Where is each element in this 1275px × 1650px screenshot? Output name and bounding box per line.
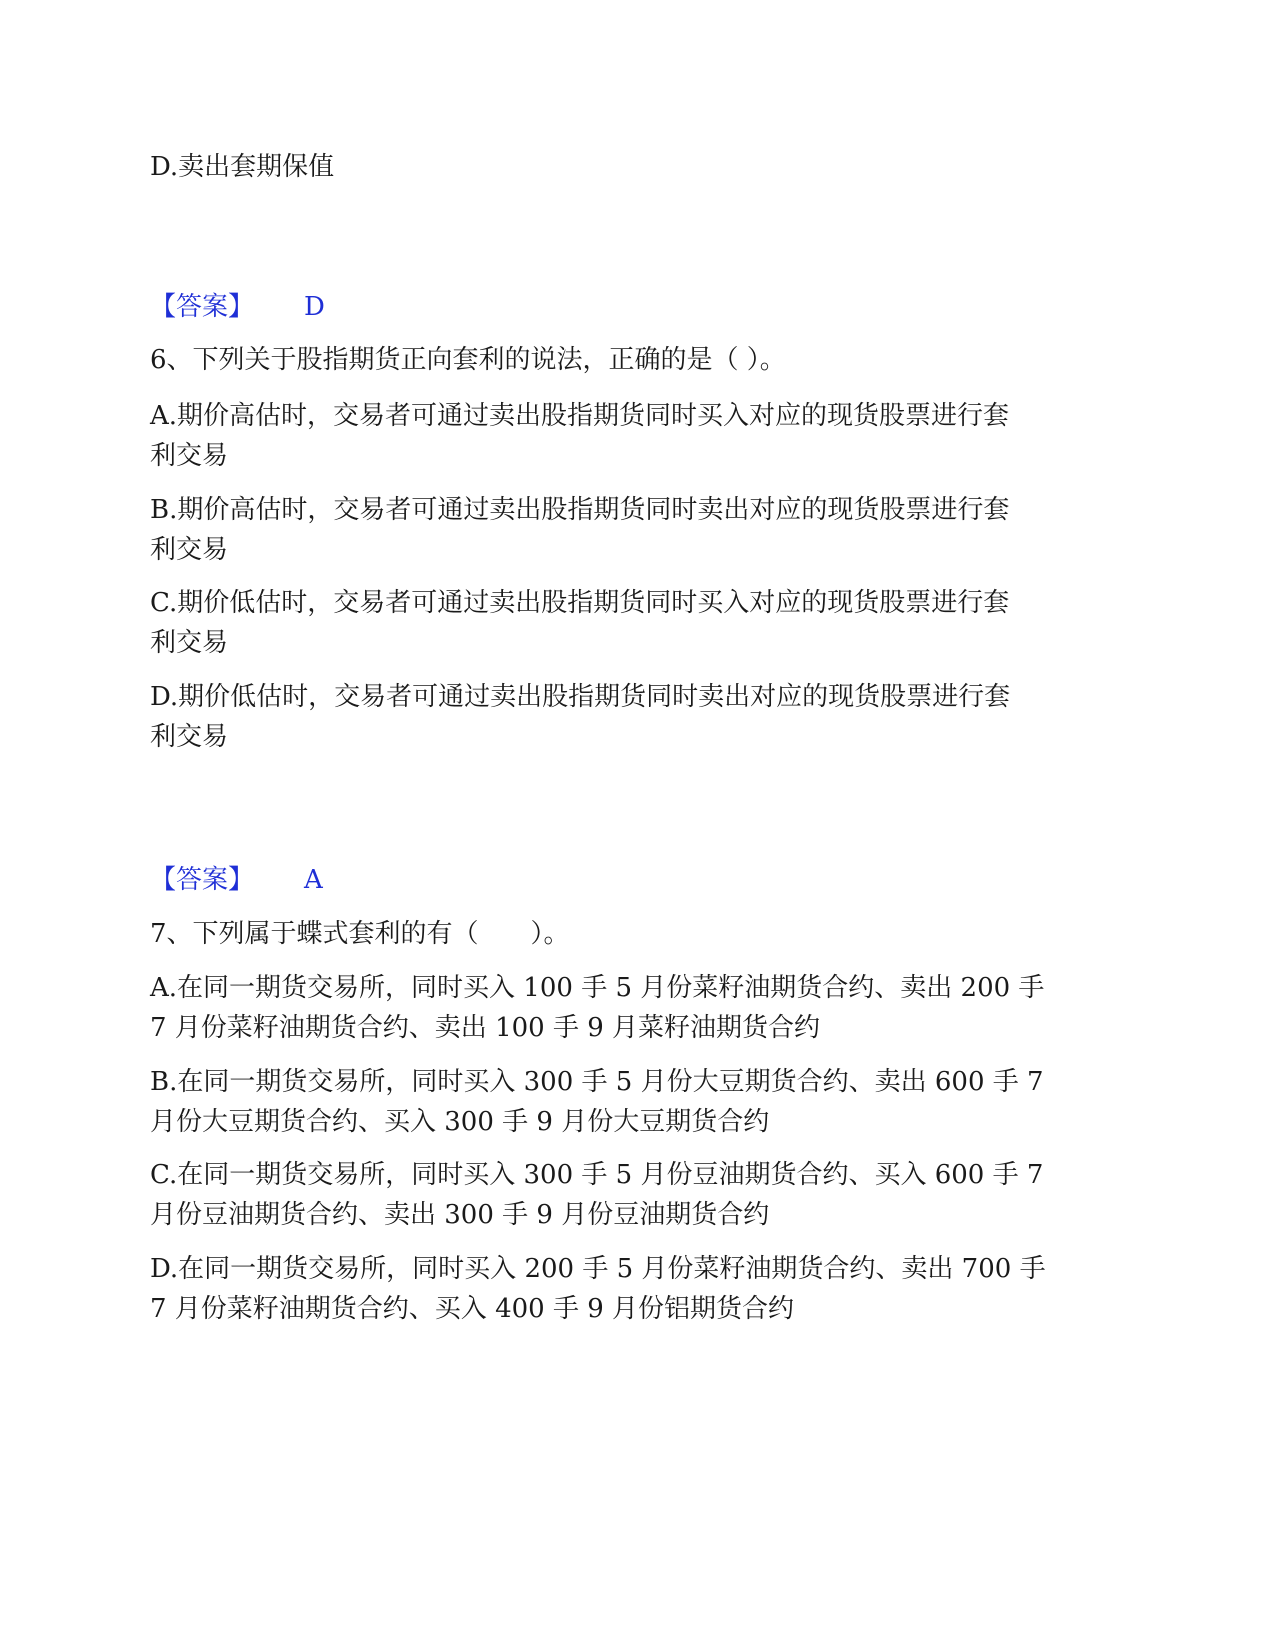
q6-option-d-line1: D.期价低估时，交易者可通过卖出股指期货同时卖出对应的现货股票进行套 (150, 682, 1011, 712)
q7-option-a-line2: 7 月份菜籽油期货合约、卖出 100 手 9 月菜籽油期货合约 (150, 1013, 821, 1043)
answer-label: 【答案】 (150, 865, 255, 895)
q7-option-b-line1: B.在同一期货交易所，同时买入 300 手 5 月份大豆期货合约、卖出 600 手 7 (150, 1067, 1044, 1097)
option-d-prev-question: D.卖出套期保值 (150, 152, 335, 182)
q7-option-d-line1: D.在同一期货交易所，同时买入 200 手 5 月份菜籽油期货合约、卖出 700 手 (150, 1254, 1046, 1284)
q6-option-c-line1: C.期价低估时，交易者可通过卖出股指期货同时买入对应的现货股票进行套 (150, 588, 1010, 618)
question-6-stem: 6、下列关于股指期货正向套利的说法，正确的是（ ）。 (150, 345, 786, 375)
q6-option-b-line2: 利交易 (150, 535, 229, 565)
q6-option-a-line2: 利交易 (150, 441, 229, 471)
q7-option-c-line2: 月份豆油期货合约、卖出 300 手 9 月份豆油期货合约 (150, 1200, 770, 1230)
q6-option-d-line2: 利交易 (150, 722, 229, 752)
q7-option-c-line1: C.在同一期货交易所，同时买入 300 手 5 月份豆油期货合约、买入 600 手 7 (150, 1160, 1044, 1190)
answer-label: 【答案】 (150, 292, 255, 322)
answer-value: D (304, 292, 325, 322)
q6-option-a-line1: A.期价高估时，交易者可通过卖出股指期货同时买入对应的现货股票进行套 (150, 401, 1010, 431)
q7-option-b-line2: 月份大豆期货合约、买入 300 手 9 月份大豆期货合约 (150, 1107, 770, 1137)
answer-line-2 (150, 859, 1110, 901)
answer-line-1 (150, 286, 1110, 328)
question-7-stem: 7、下列属于蝶式套利的有（ ）。 (150, 919, 570, 949)
q7-option-d-line2: 7 月份菜籽油期货合约、买入 400 手 9 月份铝期货合约 (150, 1294, 795, 1324)
q6-option-c-line2: 利交易 (150, 628, 229, 658)
answer-value: A (304, 865, 323, 895)
q6-option-b-line1: B.期价高估时，交易者可通过卖出股指期货同时卖出对应的现货股票进行套 (150, 495, 1010, 525)
q7-option-a-line1: A.在同一期货交易所，同时买入 100 手 5 月份菜籽油期货合约、卖出 200 手 (150, 973, 1045, 1003)
